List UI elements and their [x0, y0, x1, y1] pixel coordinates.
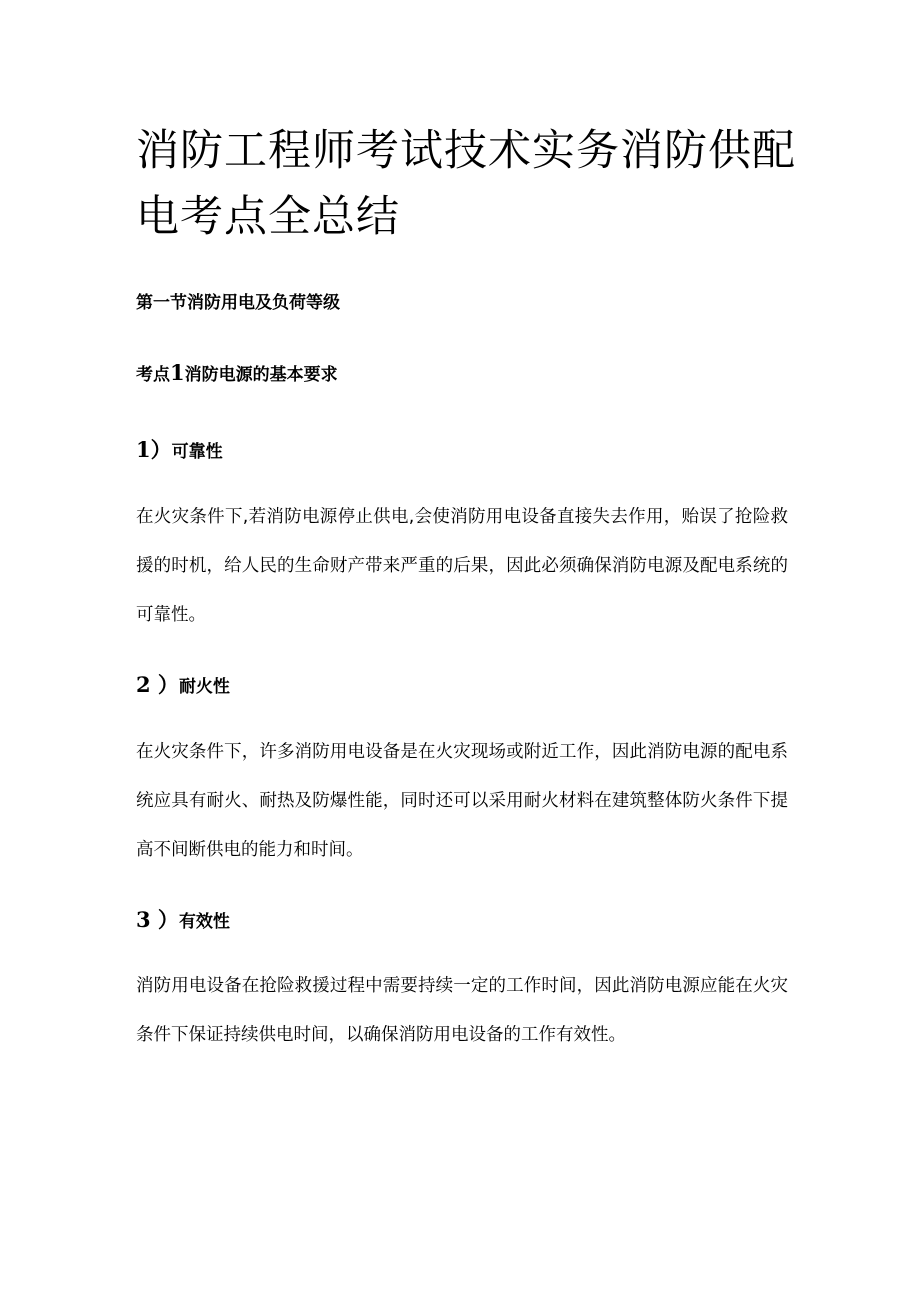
section-heading: 第一节消防用电及负荷等级	[136, 293, 340, 313]
item-heading-label: 耐火性	[178, 677, 230, 697]
point-number: 1	[170, 360, 185, 385]
item-number: 1）	[136, 437, 172, 462]
document-title: 消防工程师考试技术实务消防供配电考点全总结	[136, 126, 796, 242]
item-heading-effectiveness	[136, 909, 230, 933]
point-label: 消防电源的基本要求	[184, 365, 338, 385]
item-heading-reliability	[136, 439, 223, 463]
item-heading-label: 可靠性	[171, 442, 223, 462]
item-number: 3 ）	[136, 907, 179, 932]
item-heading-label: 有效性	[178, 912, 230, 932]
item-body-fire-resistance: 在火灾条件下，许多消防用电设备是在火灾现场或附近工作，因此消防电源的配电系统应具有耐火、耐热及防爆性能，同时还可以采用耐火材料在建筑整体防火条件下提高不间断供电的能力和时间。	[136, 742, 788, 860]
item-body-reliability: 在火灾条件下,若消防电源停止供电,会使消防用电设备直接失去作用，贻误了抢险救援的时机，给人民的生命财产带来严重的后果，因此必须确保消防电源及配电系统的可靠性。	[136, 507, 788, 625]
point-prefix: 考点	[136, 365, 170, 385]
point-heading	[136, 362, 338, 386]
item-number: 2 ）	[136, 672, 179, 697]
item-body-effectiveness: 消防用电设备在抢险救援过程中需要持续一定的工作时间，因此消防电源应能在火灾条件下保证持续供电时间，以确保消防用电设备的工作有效性。	[136, 976, 788, 1045]
item-heading-fire-resistance	[136, 674, 230, 698]
